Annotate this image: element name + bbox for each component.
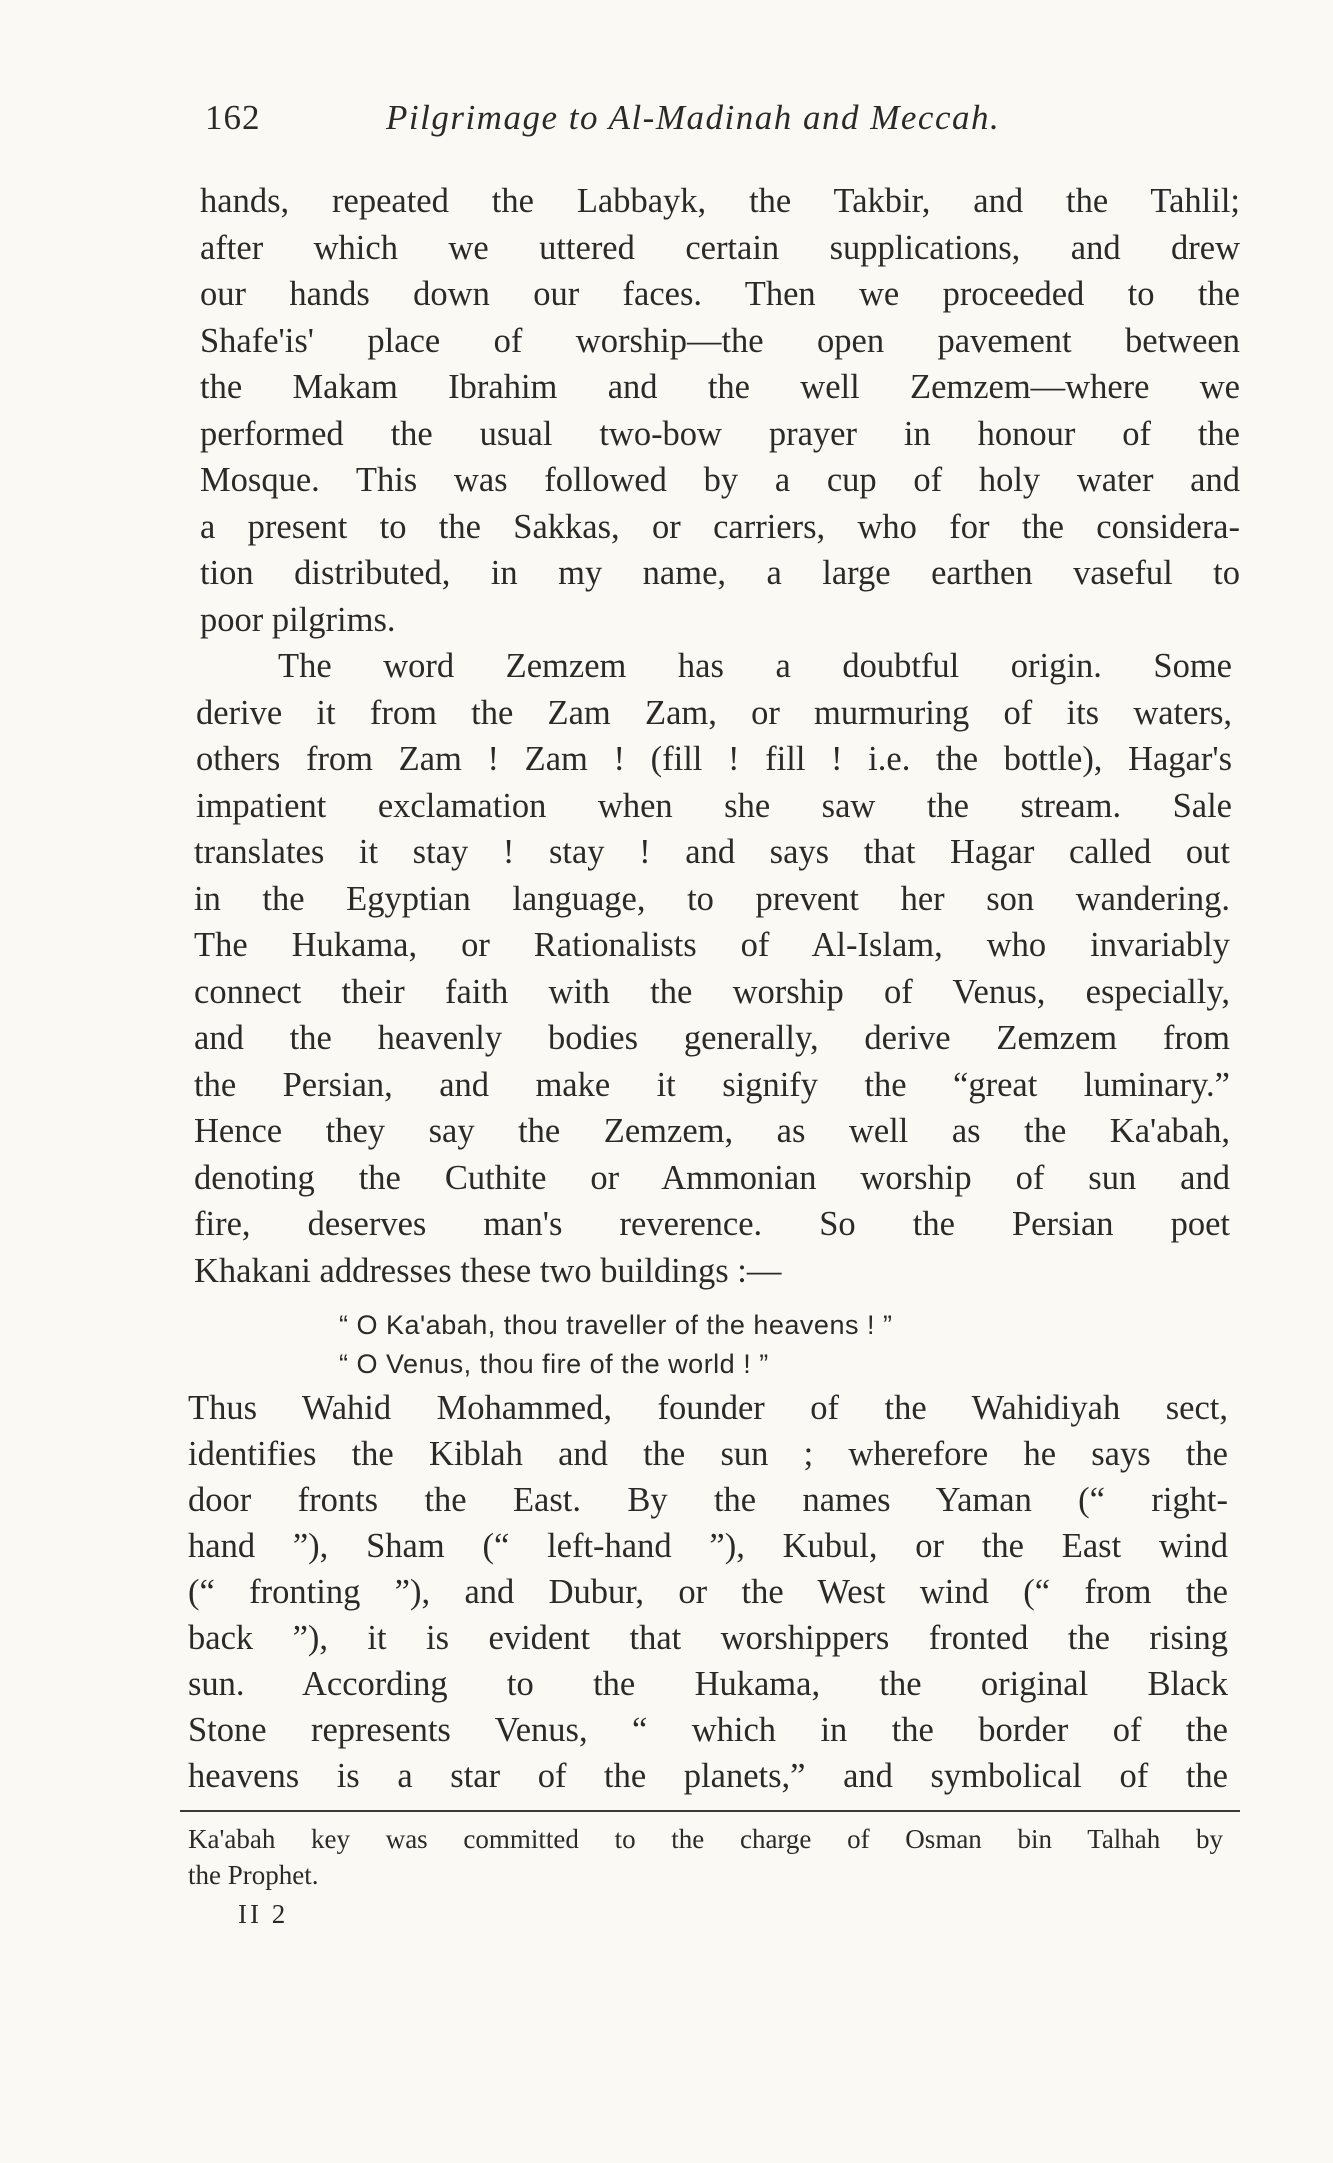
text-line: connect their faith with the worship of Venus, especially, [194,973,1230,1011]
text-line: tion distributed, in my name, a large earthen vaseful to [200,554,1240,592]
text-line: hand ”), Sham (“ left-hand ”), Kubul, or the East wind [188,1527,1228,1565]
text-line: Stone represents Venus, “ which in the border of the [188,1711,1228,1749]
text-line: identifies the Kiblah and the sun ; wherefore he says the [188,1435,1228,1473]
text-line: Mosque. This was followed by a cup of holy water and [200,461,1240,499]
text-line: Shafe'is' place of worship—the open pavement between [200,322,1240,360]
text-line: performed the usual two-bow prayer in honour of the [200,415,1240,453]
text-line: in the Egyptian language, to prevent her son wandering. [194,880,1230,918]
text-line: fire, deserves man's reverence. So the Persian poet [194,1205,1230,1243]
paragraph-first-line: Thus Wahid Mohammed, founder of the Wahidiyah sect, [188,1389,1228,1427]
running-title: Pilgrimage to Al-Madinah and Meccah. [386,98,1001,137]
text-line: the Makam Ibrahim and the well Zemzem—where we [200,368,1240,406]
text-line: The Hukama, or Rationalists of Al-Islam, who invariably [194,926,1230,964]
verse-line: “ O Venus, thou fire of the world ! ” [339,1349,769,1379]
footnote-line: the Prophet. [188,1860,319,1890]
text-line: Khakani addresses these two buildings :— [194,1252,782,1290]
text-line: after which we uttered certain supplications, and drew [200,229,1240,267]
text-line: (“ fronting ”), and Dubur, or the West wind (“ from the [188,1573,1228,1611]
verse-line: “ O Ka'abah, thou traveller of the heavens ! ” [339,1310,893,1340]
text-line: our hands down our faces. Then we proceeded to the [200,275,1240,313]
page-number: 162 [205,98,261,137]
text-line: back ”), it is evident that worshippers fronted the rising [188,1619,1228,1657]
text-line: poor pilgrims. [200,601,396,639]
signature-mark: II 2 [238,1899,289,1929]
text-line: translates it stay ! stay ! and says that Hagar called out [194,833,1230,871]
footnote-line: Ka'abah key was committed to the charge of Osman bin Talhah by [188,1824,1223,1854]
text-line: a present to the Sakkas, or carriers, who for the considera- [200,508,1240,546]
text-line: sun. According to the Hukama, the original Black [188,1665,1228,1703]
text-line: denoting the Cuthite or Ammonian worship of sun and [194,1159,1230,1197]
text-line: the Persian, and make it signify the “great luminary.” [194,1066,1230,1104]
footnote-rule [180,1810,1240,1812]
text-line: hands, repeated the Labbayk, the Takbir, and the Tahlil; [200,182,1240,220]
text-line: others from Zam ! Zam ! (fill ! fill ! i.e. the bottle), Hagar's [196,740,1232,778]
text-line: door fronts the East. By the names Yaman (“ right- [188,1481,1228,1519]
paragraph-first-line: The word Zemzem has a doubtful origin. Some [278,647,1232,685]
text-line: Hence they say the Zemzem, as well as the Ka'abah, [194,1112,1230,1150]
text-line: and the heavenly bodies generally, derive Zemzem from [194,1019,1230,1057]
text-line: heavens is a star of the planets,” and symbolical of the [188,1757,1228,1795]
text-line: derive it from the Zam Zam, or murmuring of its waters, [196,694,1232,732]
text-line: impatient exclamation when she saw the stream. Sale [196,787,1232,825]
